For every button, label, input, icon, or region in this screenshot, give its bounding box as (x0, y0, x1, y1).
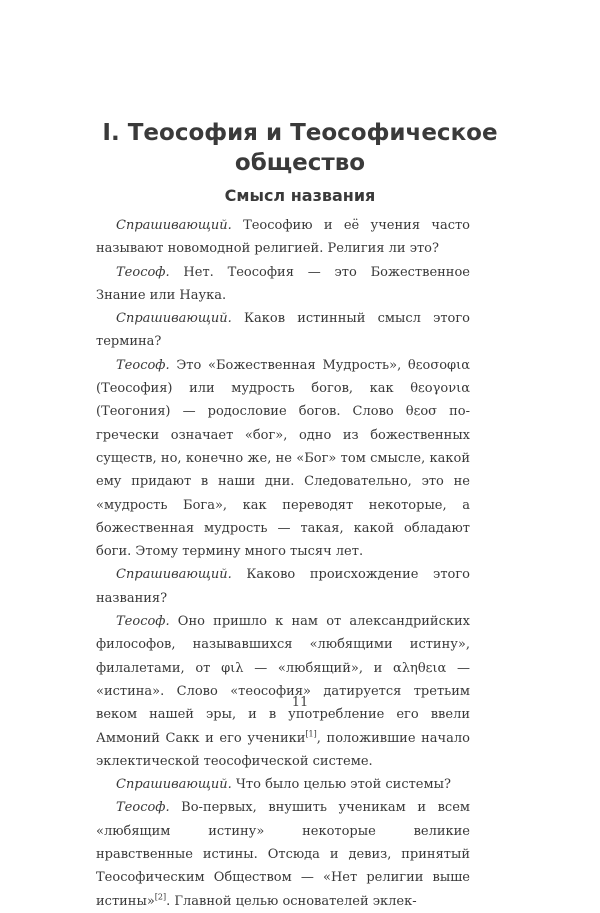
chapter-title-line-1: I. Теософия и Теософическое (102, 120, 498, 146)
speaker-label: Теософ. (116, 614, 170, 630)
paragraph-text: Что было целью этой системы? (231, 777, 451, 793)
body-text (96, 214, 470, 913)
speaker-label: Спрашивающий. (116, 311, 232, 327)
paragraph (96, 307, 470, 354)
chapter-title (100, 118, 500, 178)
paragraph-text: Это «Божественная Мудрость», θεοσοφια (Теософия) или мудрость богов, как θεογονια (Теогония) — родословие богов. Слово θεοσ по-гречески означает «бог», одно из божественных существ, но, конечно же, не «Бог» том смысле, какой ему придают в наши дни. Следовательно, это не «мудрость Бога», как переводят некоторые, а божественная мудрость — такая, какой обладают боги. Этому термину много тысяч лет. (96, 357, 470, 560)
paragraph-text: Каков истинный смысл этого термина? (96, 311, 470, 350)
speaker-label: Теософ. (116, 357, 170, 373)
paragraph-text: Оно пришло к нам от александрийских философов, называвшихся «любящими истину», филалетами, от φιλ — «любящий», и αληθεια — «истина». Слово «теософия» датируется третьим веком нашей эры, и в употребление его ввели Аммоний Сакк и его ученики (96, 614, 470, 746)
paragraph-text: Во-первых, внушить ученикам и всем «любящим истину» некоторые великие нравственные истины. Отсюда и девиз, принятый Теософическим Обществом — «Нет религии выше истины» (96, 800, 470, 909)
paragraph-text: Теософию и её учения часто называют новомодной религией. Религия ли это? (96, 218, 470, 257)
paragraph (96, 773, 470, 796)
speaker-label: Теософ. (116, 800, 170, 816)
speaker-label: Спрашивающий. (116, 567, 232, 583)
paragraph-text: Нет. Теософия — это Божественное Знание или Наука. (96, 264, 470, 303)
speaker-label: Спрашивающий. (116, 777, 232, 793)
paragraph (96, 610, 470, 773)
paragraph-text: . Главной целью основателей эклек- (166, 893, 417, 909)
paragraph (96, 796, 470, 912)
paragraph (96, 563, 470, 610)
paragraph (96, 354, 470, 564)
chapter-title-line-2: общество (234, 150, 366, 176)
speaker-label: Теософ. (116, 264, 170, 280)
speaker-label: Спрашивающий. (116, 218, 232, 233)
page-number: 11 (291, 695, 309, 710)
footnote-ref-1[interactable]: [1] (305, 729, 317, 739)
footnote-ref-2[interactable]: [2] (154, 892, 167, 902)
paragraph-text: Каково происхождение этого названия? (96, 567, 470, 606)
section-title: Смысл названия (224, 186, 376, 205)
paragraph (96, 214, 470, 261)
paragraph-text: , положившие начало эклектической теософической системе. (96, 730, 470, 769)
paragraph (96, 261, 470, 308)
